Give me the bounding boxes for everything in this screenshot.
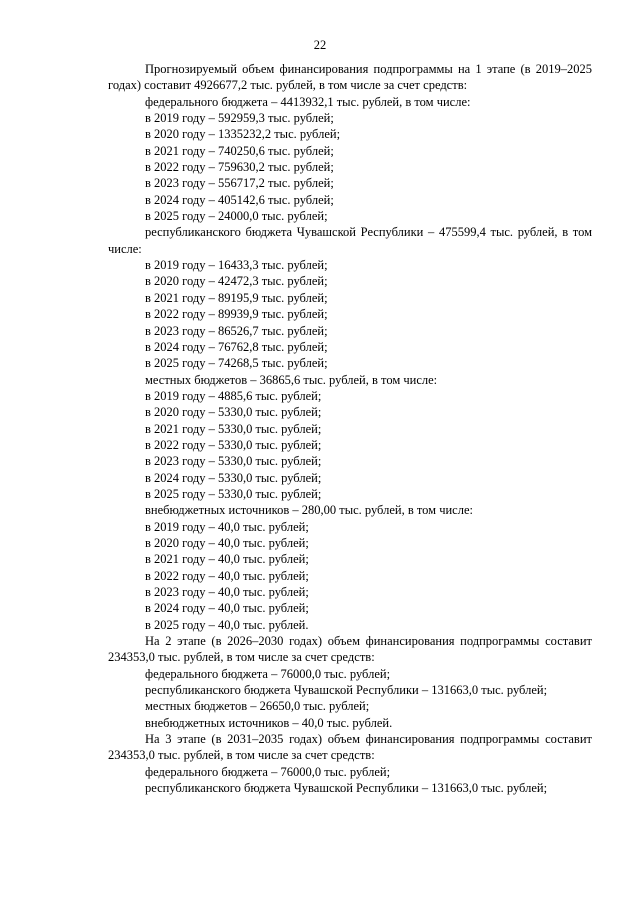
stage1-federal-year: в 2020 году – 1335232,2 тыс. рублей; xyxy=(145,127,341,142)
stage1-extra-year: в 2023 году – 40,0 тыс. рублей; xyxy=(145,585,309,599)
stage1-extra-year: в 2019 году – 40,0 тыс. рублей; xyxy=(145,519,309,534)
stage1-extra-year: в 2022 году – 40,0 тыс. рублей; xyxy=(145,568,309,583)
stage1-republic-year: в 2023 году – 86526,7 тыс. рублей; xyxy=(145,323,328,338)
page-number: 22 xyxy=(313,38,327,52)
stage1-federal-year: в 2021 году – 740250,6 тыс. рублей; xyxy=(145,143,334,158)
stage1-local-year: в 2020 году – 5330,0 тыс. рублей; xyxy=(145,405,322,420)
stage2-republic-line: республиканского бюджета Чувашской Республики – 131663,0 тыс. рублей; xyxy=(145,683,548,698)
stage3-federal-line: федерального бюджета – 76000,0 тыс. рублей; xyxy=(145,764,391,779)
stage1-republic-year: в 2021 году – 89195,9 тыс. рублей; xyxy=(145,290,328,305)
stage1-local-header: местных бюджетов – 36865,6 тыс. рублей, в том числе: xyxy=(145,372,438,387)
stage2-extra-line: внебюджетных источников – 40,0 тыс. рублей. xyxy=(145,715,393,730)
stage1-republic-header: республиканского бюджета Чувашской Республики – 475599,4 тыс. рублей, в том числе: xyxy=(108,225,592,256)
stage1-republic-year: в 2020 году – 42472,3 тыс. рублей; xyxy=(145,274,328,289)
stage1-local-year: в 2022 году – 5330,0 тыс. рублей; xyxy=(145,437,322,452)
stage1-federal-year: в 2025 году – 24000,0 тыс. рублей; xyxy=(145,209,328,224)
stage1-federal-year: в 2024 году – 405142,6 тыс. рублей; xyxy=(145,192,334,207)
stage2-local-line: местных бюджетов – 26650,0 тыс. рублей; xyxy=(145,699,370,714)
stage1-local-year: в 2024 году – 5330,0 тыс. рублей; xyxy=(145,470,322,485)
stage1-intro-paragraph: Прогнозируемый объем финансирования подпрограммы на 1 этапе (в 2019–2025 годах) составит 4926677,2 тыс. рублей, в том числе за счет средств: xyxy=(108,62,592,93)
stage1-extra-year: в 2020 году – 40,0 тыс. рублей; xyxy=(145,535,309,550)
stage1-extra-header: внебюджетных источников – 280,00 тыс. рублей, в том числе: xyxy=(145,503,473,518)
stage1-local-year: в 2023 году – 5330,0 тыс. рублей; xyxy=(145,454,322,469)
stage1-federal-year: в 2023 году – 556717,2 тыс. рублей; xyxy=(145,176,334,191)
stage2-intro-paragraph: На 2 этапе (в 2026–2030 годах) объем финансирования подпрограммы составит 234353,0 тыс. рублей, в том числе за счет средств: xyxy=(108,634,592,665)
stage1-federal-header: федерального бюджета – 4413932,1 тыс. рублей, в том числе: xyxy=(145,94,471,109)
stage1-republic-year: в 2022 году – 89939,9 тыс. рублей; xyxy=(145,307,328,322)
stage1-local-year: в 2021 году – 5330,0 тыс. рублей; xyxy=(145,421,322,436)
stage1-local-year: в 2019 году – 4885,6 тыс. рублей; xyxy=(145,388,322,403)
document-body xyxy=(108,61,592,796)
stage1-republic-year: в 2019 году – 16433,3 тыс. рублей; xyxy=(145,258,328,273)
stage3-intro-paragraph: На 3 этапе (в 2031–2035 годах) объем финансирования подпрограммы составит 234353,0 тыс. рублей, в том числе за счет средств: xyxy=(108,732,592,763)
stage1-extra-year: в 2021 году – 40,0 тыс. рублей; xyxy=(145,552,309,567)
stage1-republic-year: в 2024 году – 76762,8 тыс. рублей; xyxy=(145,339,328,354)
stage1-federal-year: в 2022 году – 759630,2 тыс. рублей; xyxy=(145,160,334,175)
stage1-extra-year: в 2025 году – 40,0 тыс. рублей. xyxy=(145,617,309,632)
stage2-federal-line: федерального бюджета – 76000,0 тыс. рублей; xyxy=(145,666,391,681)
stage3-republic-line: республиканского бюджета Чувашской Республики – 131663,0 тыс. рублей; xyxy=(145,781,548,796)
stage1-local-year: в 2025 году – 5330,0 тыс. рублей; xyxy=(145,486,322,501)
stage1-extra-year: в 2024 году – 40,0 тыс. рублей; xyxy=(145,601,309,616)
stage1-federal-year: в 2019 году – 592959,3 тыс. рублей; xyxy=(145,111,334,126)
stage1-republic-year: в 2025 году – 74268,5 тыс. рублей; xyxy=(145,356,328,371)
